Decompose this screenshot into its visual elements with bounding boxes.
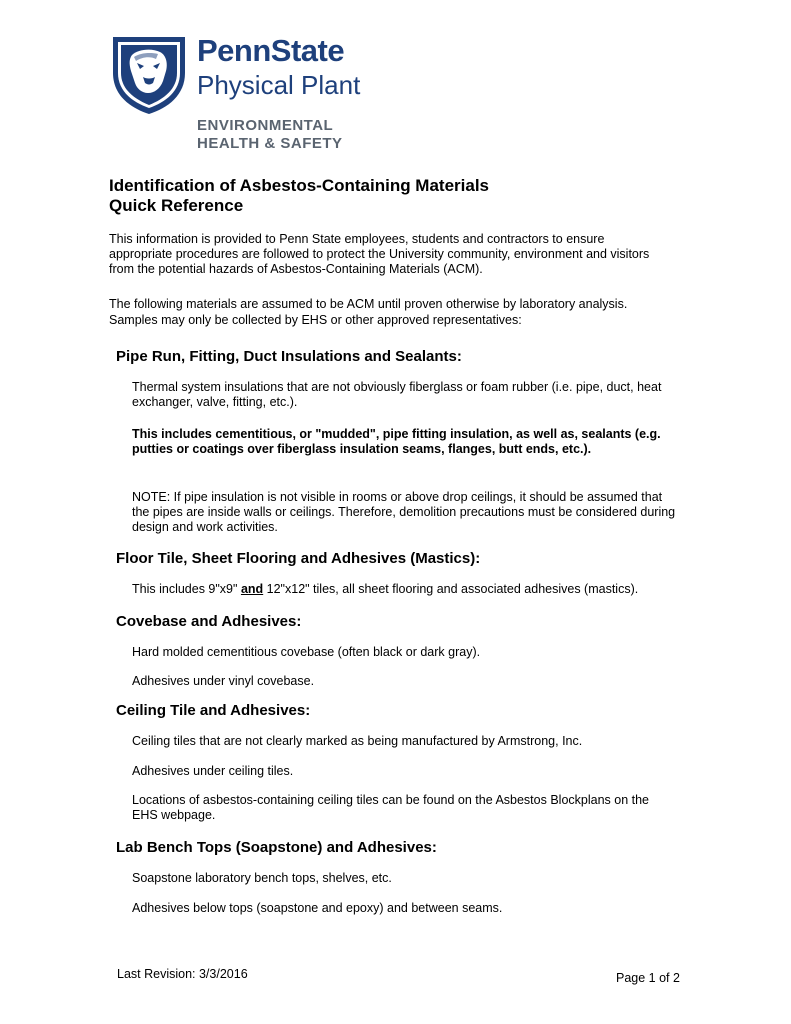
last-revision: Last Revision: 3/3/2016	[117, 967, 248, 981]
ceiling-paragraph-2: Adhesives under ceiling tiles.	[132, 764, 294, 778]
document-title: Identification of Asbestos-Containing Materials	[109, 176, 490, 195]
ceiling-paragraph-3: Locations of asbestos-containing ceiling tiles can be found on the Asbestos Blockplans on the EHS webpage.	[132, 793, 650, 822]
covebase-paragraph-1: Hard molded cementitious covebase (often black or dark gray).	[132, 645, 481, 659]
section-heading-pipe: Pipe Run, Fitting, Duct Insulations and Sealants:	[116, 348, 462, 365]
brand-name: PennState	[197, 33, 345, 68]
section-heading-covebase: Covebase and Adhesives:	[116, 613, 302, 630]
floor-paragraph-1	[132, 582, 677, 597]
covebase-paragraph-2: Adhesives under vinyl covebase.	[132, 674, 315, 688]
section-heading-ceiling: Ceiling Tile and Adhesives:	[116, 702, 311, 719]
pipe-paragraph-1: Thermal system insulations that are not obviously fiberglass or foam rubber (i.e. pipe, duct, heat exchanger, valve, fitting, etc.).	[132, 380, 662, 409]
ceiling-paragraph-1: Ceiling tiles that are not clearly marked as being manufactured by Armstrong, Inc.	[132, 734, 583, 748]
department-line-2: HEALTH & SAFETY	[197, 135, 343, 152]
floor-text-and: and	[240, 582, 264, 596]
assumed-line-1: The following materials are assumed to be ACM until proven otherwise by laboratory analysis.	[109, 297, 628, 311]
section-heading-lab: Lab Bench Tops (Soapstone) and Adhesives:	[116, 839, 437, 856]
document-subtitle: Quick Reference	[109, 196, 244, 215]
intro-paragraph: This information is provided to Penn State employees, students and contractors to ensure appropriate procedures are followed to protect the University community, environment and visitors from the potential hazards of Asbestos-Containing Materials (ACM).	[109, 232, 650, 276]
lab-paragraph-1: Soapstone laboratory bench tops, shelves, etc.	[132, 871, 392, 885]
pipe-note-paragraph: NOTE: If pipe insulation is not visible in rooms or above drop ceilings, it should be assumed that the pipes are inside walls or ceilings. Therefore, demolition precautions must be considered during design and work activities.	[132, 490, 676, 534]
lab-paragraph-2: Adhesives below tops (soapstone and epoxy) and between seams.	[132, 901, 503, 915]
brand-subtitle: Physical Plant	[197, 70, 361, 100]
penn-state-shield-logo	[110, 33, 188, 115]
assumed-line-2: Samples may only be collected by EHS or other approved representatives:	[109, 313, 522, 327]
page-number: Page 1 of 2	[616, 971, 680, 985]
floor-text-b: 12"x12" tiles, all sheet flooring and associated adhesives (mastics).	[263, 582, 639, 596]
department-line-1: ENVIRONMENTAL	[197, 117, 334, 134]
assumed-acm-paragraph	[109, 297, 689, 328]
pipe-paragraph-2: This includes cementitious, or "mudded", pipe fitting insulation, as well as, sealants (e.g. putties or coatings over fiberglass insulation seams, flanges, butt ends, etc.).	[132, 427, 661, 456]
section-heading-floor: Floor Tile, Sheet Flooring and Adhesives (Mastics):	[116, 550, 481, 567]
floor-text-a: This includes 9"x9"	[132, 582, 241, 596]
